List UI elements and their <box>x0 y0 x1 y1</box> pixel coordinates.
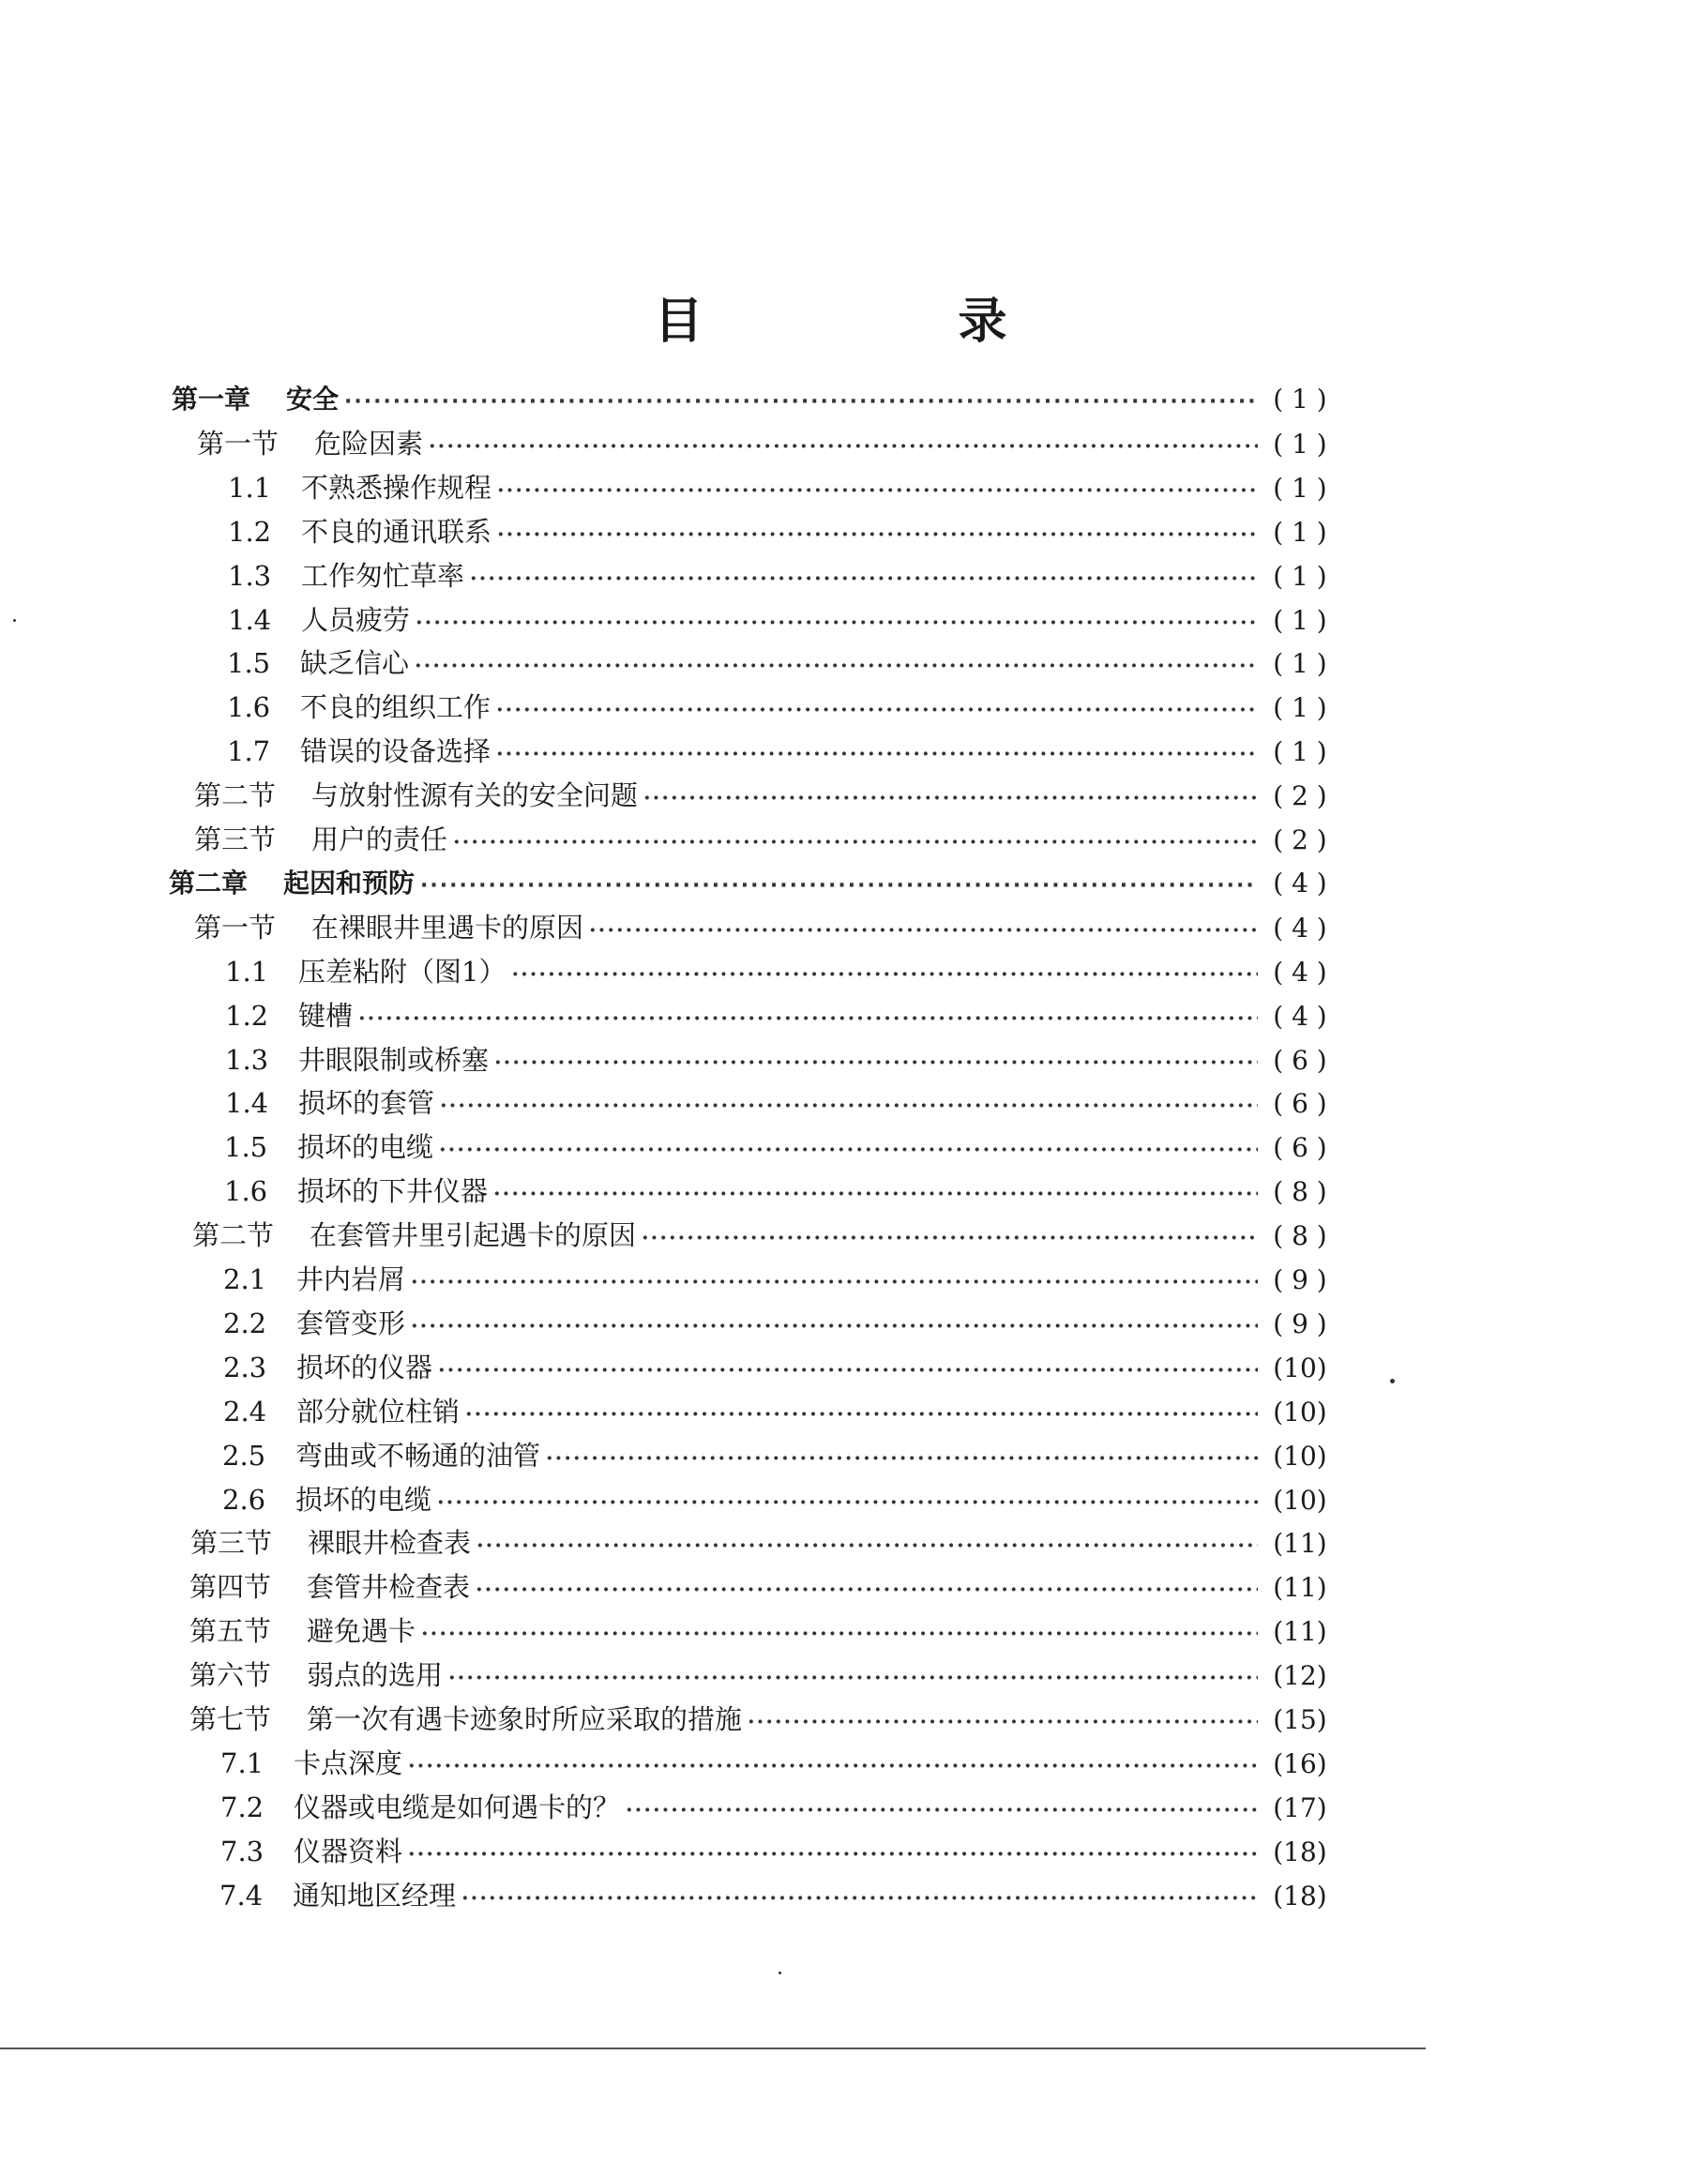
toc-number: 第三节 <box>194 824 277 855</box>
toc-item <box>228 511 1337 554</box>
dot-leader <box>461 1886 1258 1911</box>
scan-edge-line <box>0 2048 1426 2049</box>
toc-page-number: ( 8 ) <box>1273 1176 1327 1208</box>
toc-label: 用户的责任 <box>311 824 448 855</box>
toc-label: 在裸眼井里遇卡的原因 <box>311 911 584 944</box>
toc-item <box>225 995 1337 1038</box>
toc-page-number: ( 2 ) <box>1273 824 1327 855</box>
toc-section <box>192 1215 1337 1258</box>
toc-number: 1.3 <box>228 559 272 592</box>
toc-section <box>189 1699 1337 1742</box>
dot-leader <box>453 830 1258 854</box>
toc-number: 第一节 <box>197 427 280 460</box>
toc-label: 安全 <box>286 384 340 415</box>
toc-page-number: ( 9 ) <box>1273 1264 1327 1295</box>
toc-number: 1.6 <box>227 691 271 724</box>
toc-item <box>220 1831 1337 1874</box>
toc-section <box>189 1566 1337 1609</box>
dot-leader <box>589 918 1258 943</box>
toc-section <box>194 907 1337 950</box>
toc-page-number: ( 1 ) <box>1273 692 1327 724</box>
toc-label: 仪器资料 <box>294 1835 403 1867</box>
toc-label: 不良的组织工作 <box>300 691 491 724</box>
toc-page-number: ( 1 ) <box>1273 472 1327 504</box>
toc-label: 仪器或电缆是如何遇卡的？ <box>294 1791 621 1823</box>
toc-label: 井眼限制或桥塞 <box>298 1043 490 1076</box>
dot-leader <box>415 654 1258 678</box>
toc-page-number: (12) <box>1273 1660 1327 1692</box>
toc-chapter <box>169 863 1337 906</box>
toc-item <box>227 642 1337 686</box>
toc-page-number: ( 9 ) <box>1273 1307 1327 1339</box>
toc-label: 损坏的仪器 <box>296 1351 433 1383</box>
toc-number: 第三节 <box>190 1527 273 1560</box>
toc-page-number: ( 6 ) <box>1273 1044 1327 1076</box>
dot-leader <box>438 1358 1258 1383</box>
toc-number: 2.6 <box>222 1483 266 1516</box>
scan-speck <box>13 619 16 622</box>
toc-number: 1.1 <box>225 955 269 988</box>
toc-page-number: ( 1 ) <box>1273 604 1327 636</box>
toc-number: 1.6 <box>224 1175 268 1208</box>
scan-speck <box>778 1972 781 1974</box>
toc-page-number: (10) <box>1273 1352 1327 1383</box>
dot-leader <box>420 874 1258 898</box>
toc-chapter <box>172 379 1337 422</box>
toc-page-number: ( 4 ) <box>1273 1000 1327 1032</box>
toc-section <box>194 775 1337 818</box>
toc-label: 与放射性源有关的安全问题 <box>311 779 639 812</box>
toc-label: 损坏的下井仪器 <box>297 1175 489 1208</box>
dot-leader <box>439 1138 1258 1162</box>
dot-leader <box>546 1446 1258 1471</box>
dot-leader <box>429 434 1258 459</box>
toc-section <box>194 819 1337 862</box>
toc-label: 不熟悉操作规程 <box>301 471 492 504</box>
toc-label: 弯曲或不畅通的油管 <box>295 1439 541 1472</box>
toc-page-number: (15) <box>1273 1704 1327 1735</box>
toc-item <box>223 1347 1337 1390</box>
toc-item <box>223 1391 1337 1434</box>
toc-section <box>189 1610 1337 1654</box>
toc-number: 7.2 <box>220 1791 265 1823</box>
toc-number: 1.4 <box>228 603 272 636</box>
dot-leader <box>411 1270 1258 1294</box>
toc-item <box>224 1126 1337 1170</box>
toc-item <box>225 1082 1337 1126</box>
toc-item <box>224 1171 1337 1214</box>
toc-page-number: ( 1 ) <box>1273 560 1327 592</box>
dot-leader <box>416 611 1258 635</box>
toc-number: 1.2 <box>225 999 269 1032</box>
toc-item <box>220 1787 1337 1830</box>
toc-number: 第六节 <box>189 1659 272 1692</box>
toc-label: 错误的设备选择 <box>300 735 491 768</box>
dot-leader <box>421 1622 1258 1646</box>
dot-leader <box>494 1050 1258 1075</box>
dot-leader <box>411 1314 1258 1338</box>
toc-number: 2.5 <box>222 1439 266 1472</box>
toc-number: 第二节 <box>192 1219 275 1252</box>
toc-label: 套管井检查表 <box>307 1571 471 1604</box>
dot-leader <box>496 698 1258 722</box>
toc-number: 1.1 <box>228 471 272 504</box>
dot-leader <box>358 1006 1258 1031</box>
toc-label: 通知地区经理 <box>293 1879 457 1912</box>
toc-page-number: (10) <box>1273 1396 1327 1428</box>
toc-label: 损坏的电缆 <box>297 1131 434 1164</box>
dot-leader <box>497 522 1258 547</box>
toc-section <box>197 423 1337 466</box>
toc-page-number: ( 6 ) <box>1273 1132 1327 1164</box>
toc-item <box>222 1435 1337 1478</box>
toc-label: 在套管井里引起遇卡的原因 <box>310 1219 637 1252</box>
toc-number: 1.3 <box>225 1043 269 1076</box>
toc-label: 损坏的电缆 <box>295 1483 432 1516</box>
page-title: 目 录 <box>654 293 1111 350</box>
toc-label: 损坏的套管 <box>298 1087 435 1120</box>
toc-page-number: (16) <box>1273 1747 1327 1779</box>
toc-page-number: ( 4 ) <box>1273 867 1327 899</box>
toc-page-number: ( 1 ) <box>1273 516 1327 548</box>
toc-number: 第二章 <box>169 867 249 899</box>
toc-number: 第五节 <box>189 1615 272 1648</box>
toc-number: 2.1 <box>223 1263 267 1295</box>
toc-item <box>219 1875 1337 1918</box>
toc-item <box>228 555 1337 598</box>
toc-number: 第一章 <box>172 384 251 415</box>
toc-label: 避免遇卡 <box>307 1615 416 1648</box>
toc-label: 压差粘附（图1） <box>298 955 506 988</box>
toc-number: 7.3 <box>220 1835 265 1867</box>
dot-leader <box>344 390 1258 414</box>
dot-leader <box>448 1666 1258 1690</box>
toc-number: 1.5 <box>224 1131 268 1164</box>
toc-page-number: (11) <box>1273 1616 1327 1648</box>
toc-number: 2.2 <box>223 1307 267 1339</box>
dot-leader <box>440 1094 1258 1118</box>
toc-item <box>227 731 1337 774</box>
toc-page-number: ( 1 ) <box>1273 648 1327 680</box>
toc-label: 裸眼井检查表 <box>308 1527 472 1560</box>
toc-page-number: ( 2 ) <box>1273 780 1327 812</box>
toc-number: 7.4 <box>219 1879 264 1912</box>
toc-number: 1.7 <box>227 735 271 768</box>
toc-label: 套管变形 <box>296 1307 406 1339</box>
toc-item <box>222 1479 1337 1522</box>
dot-leader <box>408 1842 1258 1866</box>
toc-page-number: (10) <box>1273 1440 1327 1472</box>
toc-label: 第一次有遇卡迹象时所应采取的措施 <box>307 1703 743 1735</box>
toc-section <box>189 1655 1337 1698</box>
toc-page-number: (17) <box>1273 1791 1327 1823</box>
dot-leader <box>437 1490 1258 1515</box>
dot-leader <box>470 567 1258 591</box>
toc-page-number: (11) <box>1273 1528 1327 1560</box>
toc-label: 弱点的选用 <box>307 1659 444 1692</box>
toc-number: 第二节 <box>194 779 277 812</box>
toc-page-number: ( 8 ) <box>1273 1220 1327 1252</box>
toc-label: 井内岩屑 <box>296 1263 406 1295</box>
toc-label: 键槽 <box>298 999 354 1032</box>
toc-number: 1.4 <box>225 1087 269 1120</box>
toc-number: 7.1 <box>220 1746 265 1779</box>
toc-label: 卡点深度 <box>294 1746 403 1779</box>
dot-leader <box>496 742 1258 766</box>
dot-leader <box>643 786 1258 810</box>
toc-item <box>225 951 1337 994</box>
dot-leader <box>511 962 1258 987</box>
toc-page-number: (11) <box>1273 1572 1327 1604</box>
toc-label: 缺乏信心 <box>300 647 410 680</box>
dot-leader <box>465 1402 1258 1427</box>
dot-leader <box>642 1226 1258 1250</box>
toc-number: 第四节 <box>189 1571 272 1604</box>
scan-speck <box>1390 1379 1395 1383</box>
toc-item <box>228 599 1337 642</box>
toc-number: 2.4 <box>223 1395 267 1428</box>
toc-page-number: ( 1 ) <box>1273 428 1327 460</box>
dot-leader <box>476 1534 1258 1558</box>
toc-number: 第一节 <box>194 911 277 944</box>
toc-label: 起因和预防 <box>283 867 416 899</box>
toc-label: 人员疲劳 <box>301 603 411 636</box>
toc-item <box>223 1259 1337 1302</box>
toc-page-number: (18) <box>1273 1836 1327 1867</box>
toc-number: 1.5 <box>227 647 271 680</box>
dot-leader <box>497 478 1258 503</box>
toc-item <box>225 1039 1337 1082</box>
toc-page-number: (18) <box>1273 1880 1327 1912</box>
toc-label: 部分就位柱销 <box>296 1395 461 1428</box>
toc-section <box>190 1522 1337 1565</box>
toc-label: 危险因素 <box>314 427 424 460</box>
toc-label: 不良的通讯联系 <box>301 515 492 548</box>
dot-leader <box>408 1754 1258 1778</box>
toc-item <box>227 687 1337 730</box>
toc-label: 工作匆忙草率 <box>301 559 465 592</box>
dot-leader <box>476 1578 1258 1602</box>
toc-page-number: (10) <box>1273 1484 1327 1516</box>
dot-leader <box>493 1182 1258 1206</box>
toc-number: 1.2 <box>228 515 272 548</box>
toc-page-number: ( 1 ) <box>1273 384 1327 415</box>
toc-page-number: ( 4 ) <box>1273 912 1327 944</box>
toc-number: 第七节 <box>189 1703 272 1735</box>
toc-page-number: ( 1 ) <box>1273 736 1327 768</box>
toc-page-number: ( 4 ) <box>1273 956 1327 988</box>
toc-item <box>220 1743 1337 1786</box>
toc-page-number: ( 6 ) <box>1273 1088 1327 1120</box>
toc-item <box>228 467 1337 510</box>
dot-leader <box>626 1798 1258 1822</box>
toc-number: 2.3 <box>223 1351 267 1383</box>
toc-item <box>223 1303 1337 1346</box>
dot-leader <box>748 1710 1258 1734</box>
